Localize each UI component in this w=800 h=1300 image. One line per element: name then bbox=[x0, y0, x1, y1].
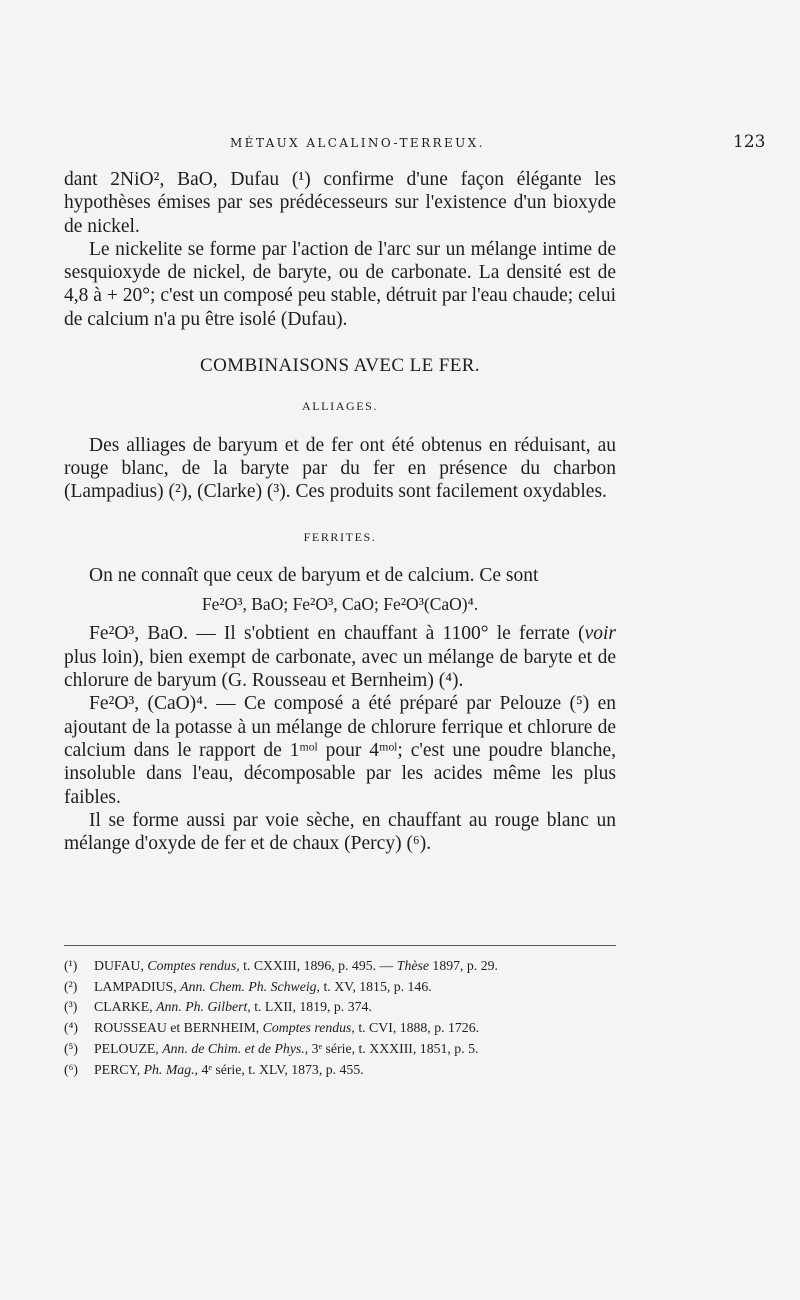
subheading-alloys: ALLIAGES. bbox=[301, 399, 379, 414]
footnote: (³) CLARKE, Ann. Ph. Gilbert, t. LXII, 1819, p. 374. bbox=[64, 999, 372, 1015]
barium-ferrite-text-b: plus loin), bien exempt de carbonate, avec un mélange de baryte et de chlorure de baryum (G. Rousseau et Bernheim) (⁴). bbox=[64, 646, 616, 692]
formula-barium-ferrite: Fe²O³, BaO. bbox=[89, 623, 188, 645]
section-heading: COMBINAISONS AVEC LE FER. bbox=[200, 355, 480, 377]
paragraph-ferrites-intro: On ne connaît que ceux de baryum et de calcium. Ce sont bbox=[89, 564, 539, 586]
footnote: (⁵) PELOUZE, Ann. de Chim. et de Phys., 3ᵉ série, t. XXXIII, 1851, p. 5. bbox=[64, 1040, 479, 1056]
barium-ferrite-text-a: — Il s'obtient en chauffant à 1100° le ferrate ( bbox=[187, 623, 585, 645]
footnotes bbox=[64, 956, 624, 1080]
paragraph-calcium-ferrite bbox=[64, 692, 616, 808]
calcium-ferrite-text: — Ce composé a été préparé par Pelouze (⁵) en ajoutant de la potasse à un mélange de chlorure ferrique et chlorure de calcium dans le rapport de 1ᵐᵒˡ pour 4ᵐᵒˡ; c'est une poudre blanche, insoluble dans l'eau, décomposable par les acides même les plus faibles. bbox=[64, 693, 616, 808]
subheading-ferrites: FERRITES. bbox=[303, 529, 377, 544]
running-head bbox=[0, 132, 800, 154]
footnote: (⁶) PERCY, Ph. Mag., 4ᵉ série, t. XLV, 1873, p. 455. bbox=[64, 1061, 364, 1077]
page-number: 123 bbox=[733, 132, 766, 152]
paragraph-nickelite: Le nickelite se forme par l'action de l'arc sur un mélange intime de sesquioxyde de nickel, de baryte, ou de carbonate. La densité est de 4,8 à + 20°; c'est un composé peu stable, détruit par l'eau chaude; celui de calcium n'a pu être isolé (Dufau). bbox=[64, 238, 616, 330]
footnote: (¹) DUFAU, Comptes rendus, t. CXXIII, 1896, p. 495. — Thèse 1897, p. 29. bbox=[64, 958, 498, 973]
formula-calcium-ferrite: Fe²O³, (CaO)⁴. bbox=[89, 693, 208, 715]
paragraph-dry-method: Il se forme aussi par voie sèche, en chauffant au rouge blanc un mélange d'oxyde de fer et de chaux (Percy) (⁶). bbox=[64, 809, 616, 855]
voir-word: voir bbox=[584, 623, 616, 645]
paragraph-alloys: Des alliages de baryum et de fer ont été obtenus en réduisant, au rouge blanc, de la baryte par du fer en présence du charbon (Lampadius) (²), (Clarke) (³). Ces produits sont facilement oxydables. bbox=[64, 434, 616, 503]
running-title: MÉTAUX ALCALINO-TERREUX. bbox=[230, 136, 485, 150]
paragraph-barium-ferrite bbox=[64, 622, 616, 692]
paragraph-continuation: dant 2NiO², BaO, Dufau (¹) confirme d'une façon élégante les hypothèses émises par ses prédécesseurs sur l'existence d'un bioxyde de nickel. bbox=[64, 169, 616, 237]
footnote: (²) LAMPADIUS, Ann. Chem. Ph. Schweig, t. XV, 1815, p. 146. bbox=[64, 978, 432, 994]
footnote-rule bbox=[64, 945, 616, 946]
body-text bbox=[64, 168, 616, 855]
footnote: (⁴) ROUSSEAU et BERNHEIM, Comptes rendus, t. CVI, 1888, p. 1726. bbox=[64, 1020, 480, 1036]
formula-list: Fe²O³, BaO; Fe²O³, CaO; Fe²O³(CaO)⁴. bbox=[201, 594, 479, 615]
